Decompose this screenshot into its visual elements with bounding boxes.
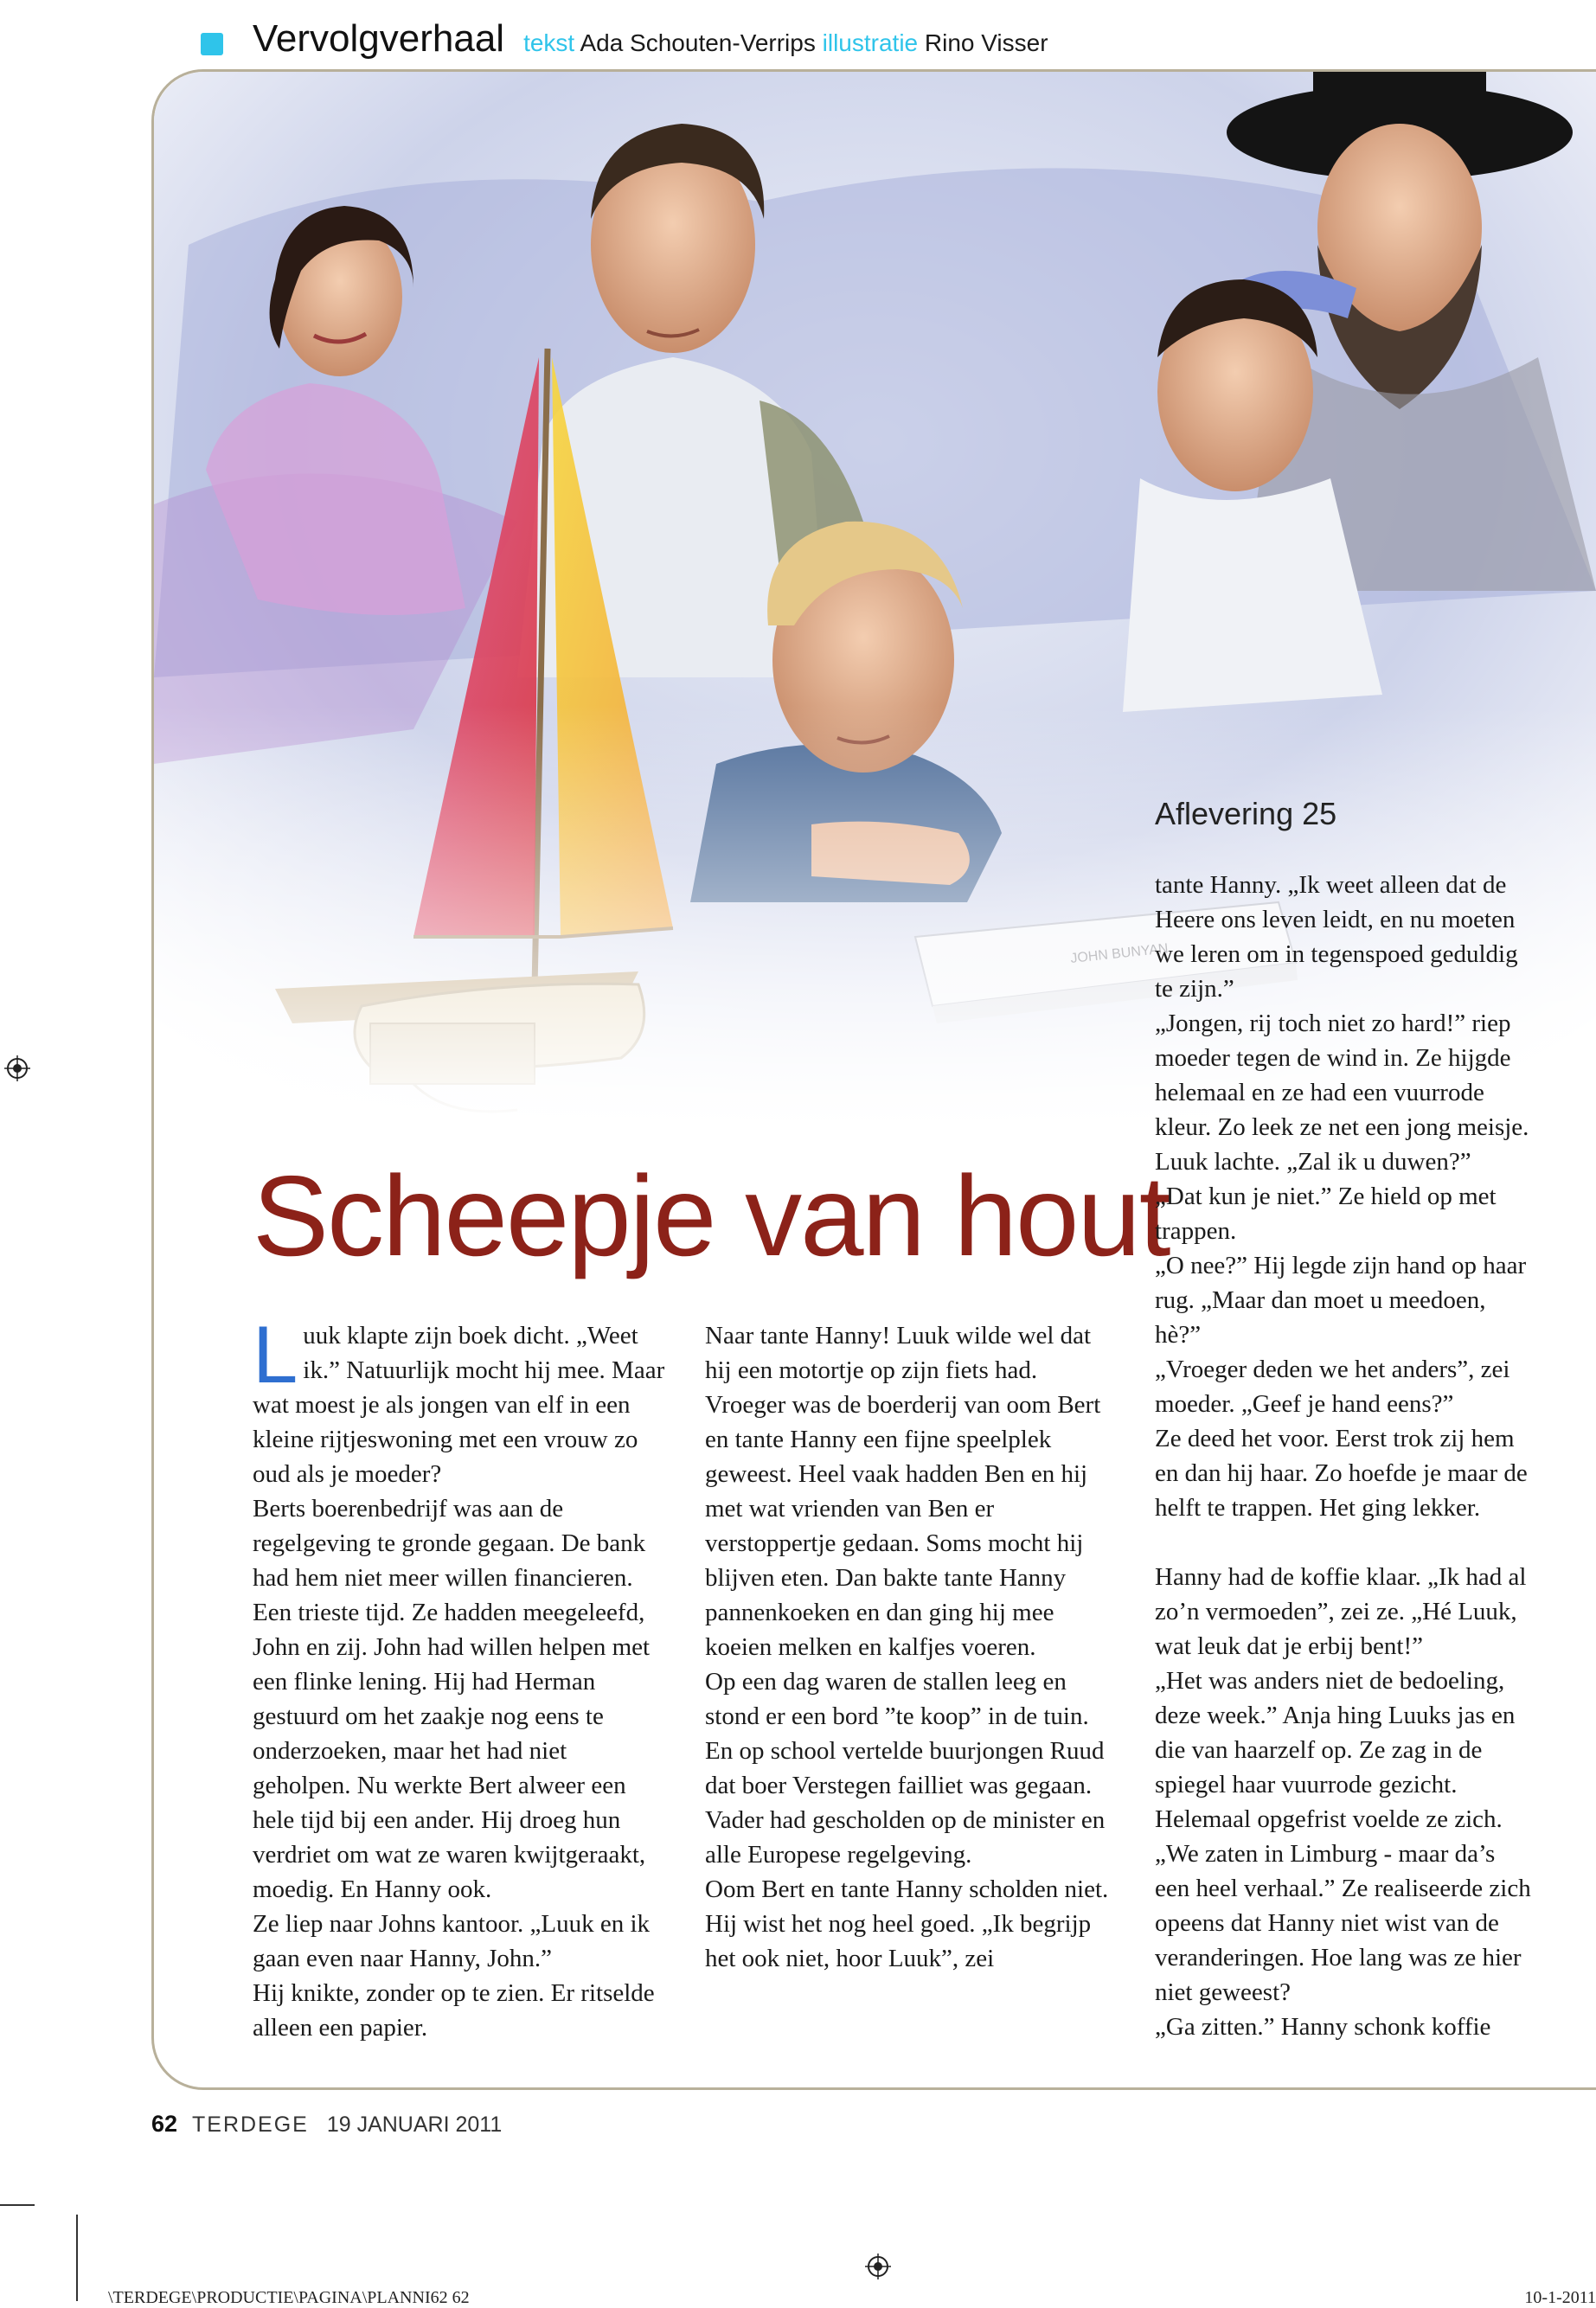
paragraph: Op een dag waren de stallen leeg en stond er een bord ”te koop” in de tuin. En op school vertelde buurjongen Ruud dat boer Verstegen failliet was gegaan. Vader had gescholden op de minister en alle Europese regelgeving.: [705, 1668, 1106, 1869]
episode-label: Aflevering 25: [1155, 796, 1337, 831]
paragraph: Hanny had de koffie klaar. „Ik had al zo’n vermoeden”, zei ze. „Hé Luuk, wat leuk dat je erbij bent!”: [1155, 1563, 1527, 1660]
paragraph: „Jongen, rij toch niet zo hard!” riep moeder tegen de wind in. Ze hijgde helemaal en ze had een vuurrode kleur. Zo leek ze net een jong meisje. Luuk lachte. „Zal ik u duwen?”: [1155, 1010, 1529, 1176]
text-role-label: tekst: [523, 29, 575, 56]
print-slug-date: 10-1-2011: [1524, 2288, 1596, 2307]
registration-mark-icon: [865, 2254, 891, 2279]
paragraph: „O nee?” Hij legde zijn hand op haar rug. „Maar dan moet u meedoen, hè?”: [1155, 1252, 1527, 1349]
page-header: [201, 17, 1048, 69]
text-column-2: [705, 1318, 1120, 1976]
paragraph: „We zaten in Limburg - maar da’s een heel verhaal.” Ze realiseerde zich opeens dat Hanny niet wist van de veranderingen. Hoe lang was ze hier niet geweest?: [1155, 1840, 1531, 2006]
registration-mark-icon: [4, 1055, 30, 1081]
paragraph: Ze liep naar Johns kantoor. „Luuk en ik gaan even naar Hanny, John.”: [253, 1910, 651, 1972]
section-title: Vervolgverhaal: [253, 17, 505, 60]
crop-mark: [0, 2204, 35, 2206]
story-title: Scheepje van hout: [253, 1152, 1170, 1279]
paragraph: „Ga zitten.” Hanny schonk koffie: [1155, 2013, 1491, 2041]
paragraph: Hij knikte, zonder op te zien. Er ritselde alleen een papier.: [253, 1979, 655, 2042]
credits: [523, 29, 1048, 57]
page-footer: [151, 2111, 502, 2138]
crop-mark: [76, 2215, 78, 2301]
paragraph: Oom Bert en tante Hanny scholden niet. Hij wist het nog heel goed. „Ik begrijp het ook niet, hoor Luuk”, zei: [705, 1875, 1109, 1972]
issue-date: 19 JANUARI 2011: [326, 2112, 503, 2137]
text-author: Ada Schouten-Verrips: [580, 29, 816, 56]
paragraph-text: uuk klapte zijn boek dicht. „Weet ik.” Natuurlijk mocht hij mee. Maar wat moest je als jongen van elf in een kleine rijtjeswoning met een vrouw zo oud als je moeder?: [253, 1322, 665, 1488]
paragraph: „Het was anders niet de bedoeling, deze week.” Anja hing Luuks jas en die van haarzelf op. Ze zag in de spiegel haar vuurrode gezicht. Helemaal opgefrist voelde ze zich.: [1155, 1667, 1516, 1833]
paragraph: [253, 1309, 668, 1491]
paragraph: tante Hanny. „Ik weet alleen dat de Heere ons leven leidt, en nu moeten we leren om in tegenspoed geduldig te zijn.”: [1155, 871, 1518, 1003]
illustration-role-label: illustratie: [822, 29, 919, 56]
text-column-1: [253, 1309, 668, 2045]
text-column-3: [1155, 868, 1535, 2044]
drop-cap: L: [253, 1309, 298, 1400]
paragraph: Naar tante Hanny! Luuk wilde wel dat hij een motortje op zijn fiets had. Vroeger was de boerderij van oom Bert en tante Hanny een fijne speelplek geweest. Heel vaak hadden Ben en hij met wat vrienden van Ben er verstoppertje gedaan. Soms mocht hij blijven eten. Dan bakte tante Hanny pannenkoeken en dan ging hij mee koeien melken en kalfjes voeren.: [705, 1322, 1101, 1661]
paragraph: „Dat kun je niet.” Ze hield op met trappen.: [1155, 1183, 1497, 1245]
print-slug-path: \TERDEGE\PRODUCTIE\PAGINA\PLANNI62 62: [108, 2288, 470, 2307]
paragraph: Berts boerenbedrijf was aan de regelgeving te gronde gegaan. De bank had hem niet meer willen financieren. Een trieste tijd. Ze hadden meegeleefd, John en zij. John had willen helpen met een flinke lening. Hij had Herman gestuurd om het zaakje nog eens te onderzoeken, maar het had niet geholpen. Nu werkte Bert alweer een hele tijd bij een ander. Hij droeg hun verdriet om wat ze waren kwijtgeraakt, moedig. En Hanny ook.: [253, 1495, 651, 1903]
illustration-author: Rino Visser: [924, 29, 1048, 56]
magazine-name: TERDEGE: [192, 2112, 309, 2137]
page-number: 62: [151, 2111, 178, 2137]
section-marker-square: [201, 33, 223, 55]
paragraph: Ze deed het voor. Eerst trok zij hem en dan hij haar. Zo hoefde je maar de helft te trappen. Het ging lekker.: [1155, 1425, 1528, 1522]
paragraph: „Vroeger deden we het anders”, zei moeder. „Geef je hand eens?”: [1155, 1356, 1510, 1418]
